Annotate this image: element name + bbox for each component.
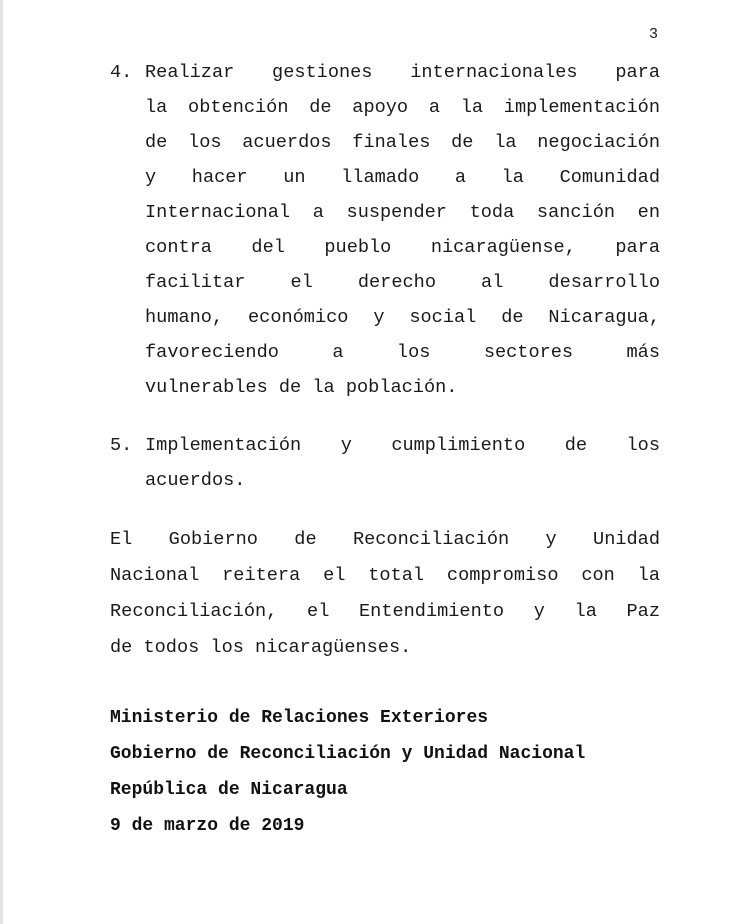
signature-government: Gobierno de Reconciliación y Unidad Nacional (110, 744, 586, 764)
signature-date: 9 de marzo de 2019 (110, 816, 305, 836)
text-line: favoreciendo a los sectores más (145, 342, 660, 363)
text-line: y hacer un llamado a la Comunidad (145, 167, 660, 188)
list-item-number: 4. (110, 62, 133, 83)
text-line: acuerdos. (145, 470, 246, 491)
signature-country: República de Nicaragua (110, 780, 348, 800)
closing-paragraph (110, 522, 660, 666)
page-number: 3 (649, 26, 659, 43)
text-line: humano, económico y social de Nicaragua, (145, 307, 660, 328)
text-line: Internacional a suspender toda sanción en (145, 202, 660, 223)
list-item-number: 5. (110, 435, 133, 456)
text-line: Implementación y cumplimiento de los (145, 435, 660, 456)
text-line: contra del pueblo nicaragüense, para (145, 237, 660, 258)
text-line: Nacional reitera el total compromiso con la (110, 565, 660, 586)
text-line: Reconciliación, el Entendimiento y la Paz (110, 601, 660, 622)
text-line: El Gobierno de Reconciliación y Unidad (110, 529, 660, 550)
list-item-4 (110, 55, 660, 405)
text-line: de los acuerdos finales de la negociación (145, 132, 660, 153)
text-line: de todos los nicaragüenses. (110, 637, 412, 658)
signature-ministry: Ministerio de Relaciones Exteriores (110, 708, 489, 728)
list-item-text (145, 428, 660, 498)
signature-block (110, 700, 585, 844)
list-item-5 (110, 428, 660, 498)
text-line: la obtención de apoyo a la implementación (145, 97, 660, 118)
text-line: vulnerables de la población. (145, 377, 458, 398)
text-line: facilitar el derecho al desarrollo (145, 272, 660, 293)
text-line: Realizar gestiones internacionales para (145, 62, 660, 83)
list-item-text (145, 55, 660, 405)
